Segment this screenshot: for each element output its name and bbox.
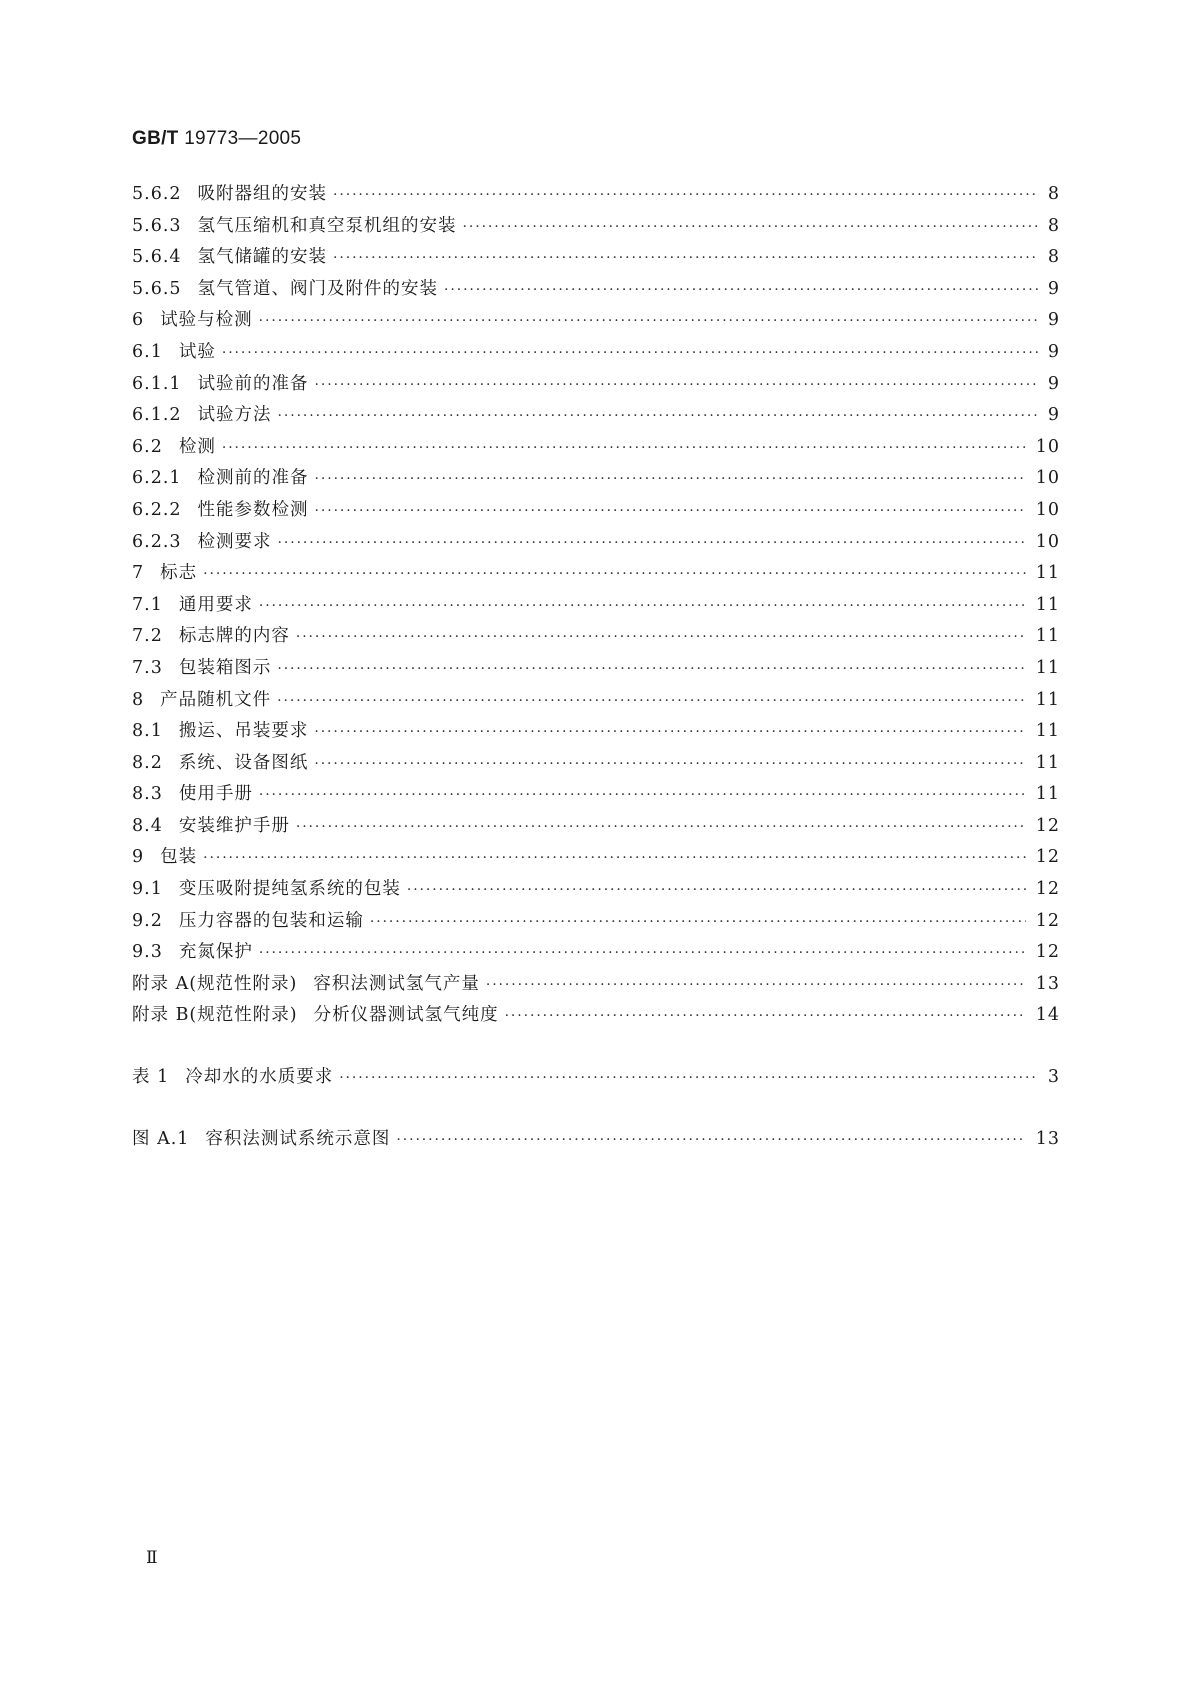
toc-dot-leader	[333, 250, 1038, 266]
toc-entry-number: 9.3	[132, 942, 163, 963]
toc-dot-leader	[315, 471, 1026, 487]
toc-entry-page: 10	[1035, 499, 1060, 520]
toc-dot-leader	[370, 914, 1026, 930]
toc-dot-leader	[277, 693, 1026, 709]
toc-entry-page: 3	[1047, 1067, 1060, 1088]
toc-entry-number: 5.6.5	[132, 278, 182, 299]
toc-entry-page: 9	[1047, 373, 1060, 394]
toc-entry[interactable]	[132, 559, 1060, 591]
toc-entry-number: 6.1.1	[132, 373, 182, 394]
toc-entry-title: 检测前的准备	[197, 468, 309, 489]
toc-entry[interactable]	[132, 212, 1060, 244]
toc-dot-leader	[314, 724, 1025, 740]
toc-entry[interactable]	[132, 1063, 1060, 1095]
toc-entry-title: 标志牌的内容	[178, 626, 290, 647]
toc-entry[interactable]	[132, 970, 1060, 1002]
toc-entry-number: 6.2.1	[132, 468, 182, 489]
toc-entry[interactable]	[132, 717, 1060, 749]
toc-dot-leader	[203, 850, 1026, 866]
toc-entry-page: 11	[1035, 689, 1060, 710]
toc-entry-title: 氢气储罐的安装	[197, 247, 328, 268]
toc-dot-leader	[444, 282, 1038, 298]
toc-dot-leader	[259, 787, 1026, 803]
toc-entry-number: 6	[132, 310, 145, 331]
toc-entry-page: 11	[1035, 784, 1060, 805]
document-header	[132, 128, 301, 150]
toc-entry-number: 6.1.2	[132, 405, 182, 426]
toc-dot-leader	[396, 1132, 1025, 1148]
toc-entry-number: 8.3	[132, 784, 163, 805]
toc-entry[interactable]	[132, 749, 1060, 781]
toc-entry-page: 8	[1047, 247, 1060, 268]
toc-entry-title: 标志	[160, 563, 198, 584]
page-number: Ⅱ	[146, 1548, 158, 1568]
toc-entry-title: 包装	[160, 847, 198, 868]
toc-entry[interactable]	[132, 591, 1060, 623]
toc-entry[interactable]	[132, 622, 1060, 654]
table-of-contents	[132, 180, 1060, 1156]
toc-dot-leader	[314, 756, 1025, 772]
toc-entry-title: 产品随机文件	[160, 689, 272, 710]
toc-entry-number: 5.6.2	[132, 184, 182, 204]
toc-dot-leader	[315, 377, 1038, 393]
toc-entry-number: 6.2	[132, 436, 163, 457]
toc-dot-leader	[259, 313, 1038, 329]
toc-entry-page: 13	[1035, 973, 1060, 994]
toc-entry[interactable]	[132, 875, 1060, 907]
toc-entry-page: 11	[1035, 657, 1060, 678]
toc-entry-number: 6.2.3	[132, 531, 182, 552]
toc-entry-number: 附录 B(规范性附录)	[132, 1005, 298, 1026]
toc-entry-number: 7	[132, 563, 145, 584]
toc-dot-leader	[203, 566, 1026, 582]
toc-entry[interactable]	[132, 686, 1060, 718]
toc-entry-page: 14	[1035, 1005, 1060, 1026]
toc-entry[interactable]	[132, 843, 1060, 875]
toc-entry-number: 8.1	[132, 721, 163, 742]
toc-entry-title: 包装箱图示	[178, 657, 272, 678]
standard-number: 19773—2005	[184, 128, 302, 149]
toc-entry-page: 10	[1035, 531, 1060, 552]
toc-entry-title: 系统、设备图纸	[178, 752, 309, 773]
toc-entry-title: 性能参数检测	[197, 499, 309, 520]
toc-entry-page: 10	[1035, 468, 1060, 489]
toc-entry-number: 7.1	[132, 594, 163, 615]
standard-code: GB/T	[132, 128, 179, 149]
toc-dot-leader	[259, 945, 1026, 961]
toc-entry-number: 8.2	[132, 752, 163, 773]
toc-entry[interactable]	[132, 338, 1060, 370]
toc-entry-title: 充氮保护	[178, 942, 253, 963]
toc-entry-title: 吸附器组的安装	[197, 184, 328, 204]
toc-entry[interactable]	[132, 243, 1060, 275]
toc-entry-number: 6.2.2	[132, 499, 182, 520]
toc-entry-number: 7.3	[132, 657, 163, 678]
toc-entry-page: 12	[1035, 910, 1060, 931]
toc-entry-page: 11	[1035, 563, 1060, 584]
toc-entry[interactable]	[132, 370, 1060, 402]
toc-entry-title: 搬运、吊装要求	[178, 721, 309, 742]
toc-entry-page: 9	[1047, 310, 1060, 331]
toc-dot-leader	[339, 1070, 1038, 1086]
toc-entry-number: 7.2	[132, 626, 163, 647]
toc-dot-leader	[486, 977, 1026, 993]
toc-dot-leader	[296, 629, 1026, 645]
toc-entry-page: 11	[1035, 752, 1060, 773]
toc-entry-page: 10	[1035, 436, 1060, 457]
toc-entry-title: 试验	[178, 341, 216, 362]
toc-entry-title: 检测要求	[197, 531, 272, 552]
toc-entry[interactable]	[132, 401, 1060, 433]
toc-entry-number: 9	[132, 847, 145, 868]
toc-entry-title: 容积法测试氢气产量	[313, 973, 480, 994]
toc-entry[interactable]	[132, 780, 1060, 812]
toc-dot-leader	[259, 598, 1026, 614]
toc-dot-leader	[278, 535, 1026, 551]
toc-entry-number: 9.1	[132, 879, 163, 900]
toc-entry-title: 安装维护手册	[178, 815, 290, 836]
toc-entry-number: 5.6.4	[132, 247, 182, 268]
toc-dot-leader	[222, 440, 1026, 456]
toc-figures-section	[132, 1125, 1060, 1157]
toc-entry-page: 11	[1035, 594, 1060, 615]
toc-dot-leader	[277, 661, 1025, 677]
toc-entry[interactable]	[132, 654, 1060, 686]
toc-entry[interactable]	[132, 306, 1060, 338]
toc-entry-title: 变压吸附提纯氢系统的包装	[178, 879, 401, 900]
toc-entry[interactable]	[132, 275, 1060, 307]
toc-entry-number: 6.1	[132, 341, 163, 362]
toc-entry[interactable]	[132, 812, 1060, 844]
toc-dot-leader	[278, 408, 1038, 424]
toc-entry-number: 图 A.1	[132, 1128, 190, 1149]
toc-entry-number: 8	[132, 689, 145, 710]
toc-entry-title: 氢气压缩机和真空泵机组的安装	[197, 215, 457, 236]
toc-entry-number: 附录 A(规范性附录)	[132, 973, 298, 994]
toc-entry[interactable]	[132, 1125, 1060, 1157]
toc-entry[interactable]	[132, 464, 1060, 496]
toc-entry-title: 检测	[178, 436, 216, 457]
toc-entry[interactable]	[132, 907, 1060, 939]
toc-entry[interactable]	[132, 496, 1060, 528]
toc-entry-page: 13	[1035, 1128, 1060, 1149]
toc-entry-title: 通用要求	[178, 594, 253, 615]
toc-entry-page: 12	[1035, 879, 1060, 900]
toc-tables-section	[132, 1063, 1060, 1095]
toc-entry-number: 8.4	[132, 815, 163, 836]
toc-entry[interactable]	[132, 528, 1060, 560]
toc-entry-title: 试验与检测	[160, 310, 253, 331]
toc-entry-title: 容积法测试系统示意图	[205, 1128, 391, 1149]
toc-entry-title: 冷却水的水质要求	[185, 1067, 334, 1088]
toc-entry-page: 9	[1047, 405, 1060, 426]
toc-entry-page: 12	[1035, 847, 1060, 868]
toc-entry-title: 试验方法	[197, 405, 272, 426]
toc-entry-page: 9	[1047, 278, 1060, 299]
toc-dot-leader	[407, 882, 1026, 898]
toc-entry-page: 8	[1047, 184, 1060, 204]
toc-entry-number: 9.2	[132, 910, 163, 931]
toc-dot-leader	[333, 187, 1038, 203]
toc-entry-page: 9	[1047, 341, 1060, 362]
toc-entry-title: 使用手册	[178, 784, 253, 805]
toc-entry-title: 氢气管道、阀门及附件的安装	[197, 278, 439, 299]
toc-entry-page: 11	[1035, 626, 1060, 647]
toc-entry-number: 表 1	[132, 1067, 170, 1088]
toc-entry-page: 12	[1035, 942, 1060, 963]
toc-entry[interactable]	[132, 433, 1060, 465]
toc-entry-page: 8	[1047, 215, 1060, 236]
toc-dot-leader	[222, 345, 1038, 361]
toc-dot-leader	[463, 219, 1038, 235]
toc-entry[interactable]	[132, 180, 1060, 212]
toc-entry-number: 5.6.3	[132, 215, 182, 236]
toc-main-section	[132, 180, 1060, 1033]
toc-dot-leader	[505, 1008, 1026, 1024]
toc-dot-leader	[315, 503, 1026, 519]
toc-dot-leader	[296, 819, 1026, 835]
toc-entry[interactable]	[132, 1001, 1060, 1033]
toc-entry-page: 12	[1035, 815, 1060, 836]
toc-entry-title: 分析仪器测试氢气纯度	[313, 1005, 499, 1026]
toc-entry-title: 压力容器的包装和运输	[178, 910, 364, 931]
toc-entry[interactable]	[132, 938, 1060, 970]
toc-entry-page: 11	[1035, 721, 1060, 742]
toc-entry-title: 试验前的准备	[197, 373, 309, 394]
